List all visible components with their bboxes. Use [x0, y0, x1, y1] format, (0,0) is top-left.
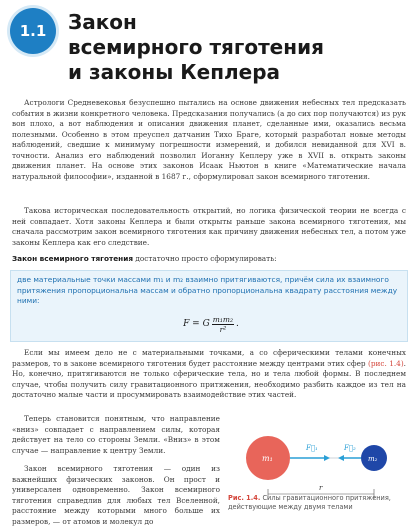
figure-caption — [228, 494, 408, 512]
formula-denominator: r² — [219, 324, 227, 334]
caption-text: Силы гравитационного притяжения, действующие между двумя телами — [228, 494, 391, 511]
figure-reference[interactable]: (рис. 1.4) — [368, 358, 404, 368]
paragraph-logic — [12, 206, 406, 248]
law-intro-rest: достаточно просто сформулировать: — [133, 254, 277, 263]
force-2-label: F⃗₂ — [344, 444, 356, 452]
paragraph-text — [12, 348, 406, 401]
paragraph-history — [12, 98, 406, 182]
force-1-arrowhead — [324, 455, 330, 461]
paragraph-text: Закон всемирного тяготения — один из важнейших физических законов. Он прост и универсален одновременно. Закон всемирного тяготения справедлив для любых тел Вселенной, расстояние между которыми много больше их размеров, — от атомов и молекул до — [12, 464, 220, 526]
title-line-1: Закон — [68, 10, 137, 34]
law-statement-box — [10, 270, 408, 342]
formula-fraction — [212, 315, 234, 334]
law-statement: две материальные точки массами m₁ и m₂ взаимно притягиваются, причём сила их взаимного притяжения пропорциональна массам и обратно пропорциональна квадрату расстояния между ними: — [17, 275, 398, 305]
force-2-arrowhead — [338, 455, 344, 461]
formula-end: . — [236, 319, 239, 329]
paragraph-text-b: . Но, конечно, притягиваются не только сферические тела, но и тела любой формы. В последнем случае, чтобы получить силу гравитационного притяжения, необходимо разбить каждое из тел на достаточно малые части и просуммировать взаимодействие этих частей. — [12, 358, 406, 399]
paragraph-text: Такова историческая последовательность открытий, но логика физической теории не всегда с ней совпадает. Хотя законы Кеплера и были открыты раньше закона всемирного тяготения, мы сначала рассмотрим закон всемирного тяготения как причину движения небесных тел, а потом уже законы Кеплера как его следствие. — [12, 206, 406, 247]
law-name: Закон всемирного тяготения — [12, 254, 134, 263]
gravitation-formula — [141, 311, 281, 337]
distance-label: r — [319, 484, 323, 492]
title-line-2: всемирного тяготения — [68, 35, 324, 59]
mass-2-label: m₂ — [368, 455, 378, 463]
law-intro — [12, 254, 406, 265]
caption-label: Рис. 1.4. — [228, 494, 261, 502]
paragraph-text: Астрологи Средневековья безуспешно пытались на основе движения небесных тел предсказать события в жизни конкретного человека. Предсказания получались (а до сих пор получаются) из рук вон плохо, а вот наблюдения и описания движения планет, сделанные ими, оказались весьма полезными. Особенно в этом преуспел датчанин Тихо Браге, который разработал новые методы наблюдений, сведшие к минимуму погрешности измерений, и добился невиданной для XVI в. точности. Анализ его наблюдений позволил Иоганну Кеплеру уже в XVII в. открыть законы движения планет. На основе этих законов Исаак Ньютон в книге «Математические начала натуральной философии», изданной в 1687 г., сформулировал закон всемирного тяготения. — [12, 98, 406, 181]
paragraph-universality — [12, 464, 220, 527]
page-title — [68, 10, 398, 85]
paragraph-spheres — [12, 348, 406, 401]
paragraph-down-direction — [12, 414, 220, 456]
section-number-badge: 1.1 — [10, 8, 56, 54]
paragraph-text-a: Если мы имеем дело не с материальными точками, а со сферическими телами конечных размеров, то в законе всемирного тяготения будет расстояние между центрами этих сфер — [12, 348, 406, 368]
formula-numerator: m₁m₂ — [212, 314, 234, 324]
force-1-label: F⃗₁ — [306, 444, 318, 452]
formula-lhs: F = G — [183, 319, 210, 329]
mass-1-label: m₁ — [262, 454, 273, 463]
title-line-3: и законы Кеплера — [68, 60, 281, 84]
paragraph-text: Теперь становится понятным, что направление «вниз» совпадает с направлением силы, которая действует на тело со стороны Земли. «Вниз» в этом случае — направление к центру Земли. — [12, 414, 220, 455]
